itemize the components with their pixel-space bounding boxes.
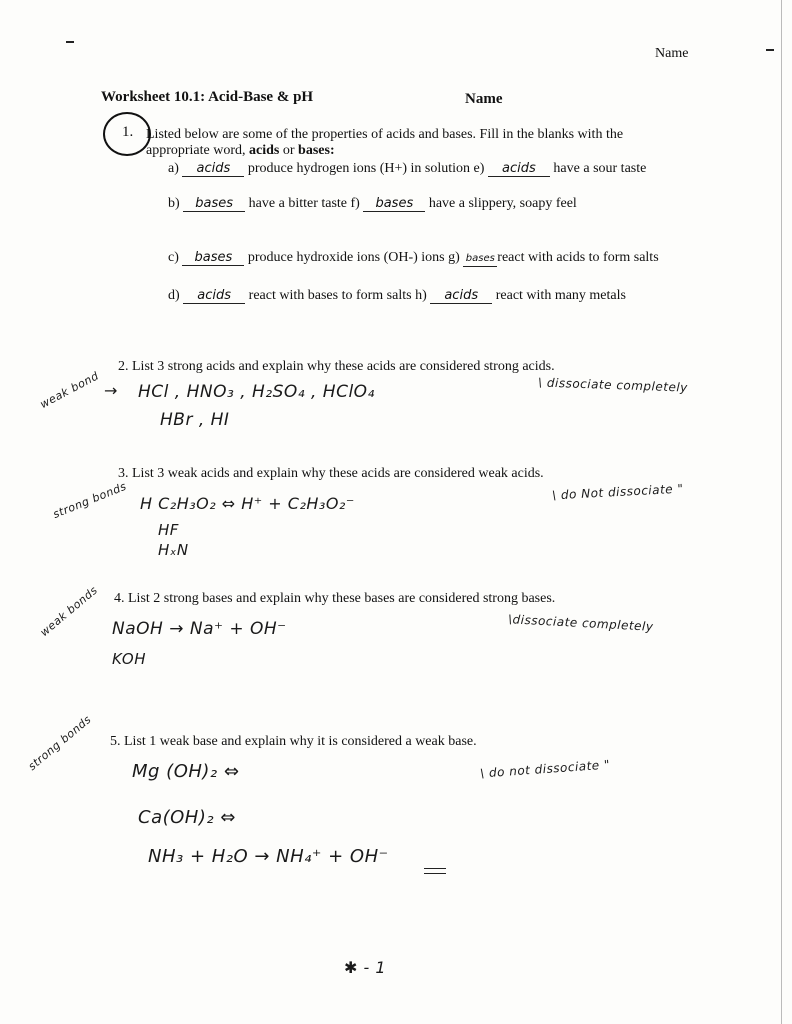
q1-d-label: d) [168,288,180,303]
q1-intro-line1: Listed below are some of the properties of acids and bases. Fill in the blanks with the [146,127,624,142]
q2-question: 2. List 3 strong acids and explain why these acids are considered strong acids. [118,359,555,374]
q1-row-d [168,288,626,304]
q1-intro-bases: bases [298,143,330,158]
q5-margin-note: strong bonds [25,712,94,773]
q1-a-answer: acids [182,162,244,177]
q1-row-b [168,196,577,212]
q1-c-text: produce hydroxide ions (OH-) ions g) [247,250,460,265]
q4-answer-line2: KOH [112,650,147,668]
q1-g-answer: bases [463,252,497,267]
q1-intro-part: appropriate word, [146,143,250,158]
q1-number: 1. [122,124,134,140]
q1-h-answer: acids [430,289,492,304]
q2-margin-note: weak bond [37,369,101,411]
q1-f-text: have a slippery, soapy feel [428,196,577,211]
q4-margin-note: weak bonds [37,583,101,639]
scan-mark [766,49,774,51]
q1-a-text: produce hydrogen ions (H+) in solution e) [247,161,485,176]
q5-note: \ do not dissociate " [479,757,611,781]
q1-row-c [168,250,659,267]
q2-answer-line2: HBr , HI [160,410,230,430]
q1-intro-acids: acids [249,143,280,158]
q3-answer-line2: HF [158,521,179,539]
q1-e-text: have a sour taste [553,161,647,176]
q1-d-answer: acids [183,289,245,304]
q2-arrow: → [104,381,118,400]
worksheet-title: Worksheet 10.1: Acid-Base & pH [101,89,314,105]
q1-f-answer: bases [363,197,425,212]
q5-double-underline [424,868,446,874]
q1-h-text: react with many metals [495,288,626,303]
q1-c-label: c) [168,250,179,265]
q2-note: \ dissociate completely [537,375,689,395]
q4-answer-line1: NaOH → Na⁺ + OH⁻ [112,619,287,639]
title-name-label: Name [465,91,503,107]
page-edge-line [781,0,782,1024]
q5-answer-line3: NH₃ + H₂O → NH₄⁺ + OH⁻ [148,846,389,867]
q3-question: 3. List 3 weak acids and explain why these acids are considered weak acids. [118,466,544,481]
q1-d-text: react with bases to form salts h) [248,288,427,303]
q3-answer-line1: H C₂H₃O₂ ⇔ H⁺ + C₂H₃O₂⁻ [140,494,355,513]
q1-intro-line2 [146,143,335,159]
q5-answer-line1: Mg (OH)₂ ⇔ [132,761,240,782]
q4-note: \dissociate completely [507,612,654,634]
q3-note: \ do Not dissociate " [551,481,684,503]
q1-b-answer: bases [183,197,245,212]
q1-intro-part: or [279,143,299,158]
page-footer-mark: ✱ - 1 [344,958,387,977]
scan-mark [66,41,74,43]
q1-b-text: have a bitter taste f) [248,196,360,211]
q1-b-label: b) [168,196,180,211]
q1-a-label: a) [168,161,179,176]
q5-answer-line2: Ca(OH)₂ ⇔ [138,807,236,828]
top-name-label: Name [655,46,689,61]
q1-g-text: react with acids to form salts [497,250,659,265]
q1-e-answer: acids [488,162,550,177]
q1-row-a [168,161,646,177]
q4-question: 4. List 2 strong bases and explain why these bases are considered strong bases. [114,591,556,606]
q2-answer-line1: HCl , HNO₃ , H₂SO₄ , HClO₄ [138,382,375,402]
q3-margin-note: strong bonds [51,479,129,521]
q1-c-answer: bases [182,251,244,266]
q1-intro-colon: : [329,143,335,158]
q5-question: 5. List 1 weak base and explain why it is considered a weak base. [110,734,477,749]
q3-answer-line3: HₓN [158,541,189,559]
